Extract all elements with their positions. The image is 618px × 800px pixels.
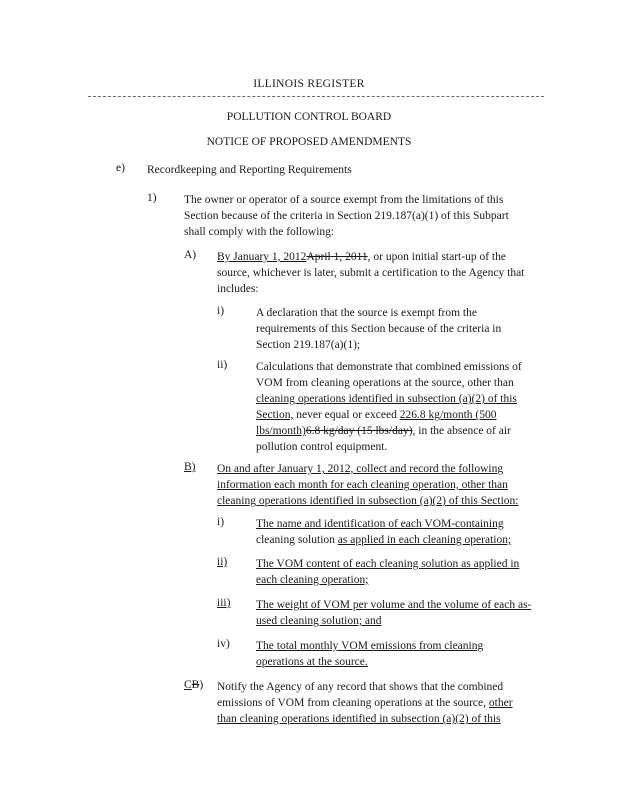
- inserted-text: By January 1, 2012: [217, 251, 307, 263]
- para-B-line: information each month for each cleaning operation, other than: [217, 479, 508, 491]
- plain-text: ): [199, 679, 204, 691]
- para-B-i-line: The name and identification of each VOM-containing: [256, 518, 504, 530]
- plain-text: VOM emissions from cleaning: [338, 640, 484, 652]
- section-e-label: e): [116, 162, 125, 174]
- inserted-text: lbs/month): [256, 425, 306, 437]
- para-B-ii-line: each cleaning operation;: [256, 574, 369, 586]
- inserted-text: 226.8 kg/month (500: [399, 409, 497, 421]
- para-C-line: Notify the Agency of any record that shows that the combined: [217, 681, 504, 693]
- para-B-i-label: i): [217, 516, 225, 528]
- para-1-line: Section because of the criteria in Section 219.187(a)(1) of this Subpart: [184, 210, 509, 222]
- para-B-i-line: [256, 532, 511, 548]
- plain-text: The total: [256, 640, 301, 652]
- para-A-ii-text: [256, 359, 522, 455]
- inserted-text: as applied in each cleaning operation;: [337, 534, 512, 546]
- para-A-ii-line: Calculations that demonstrate that combined emissions of: [256, 361, 522, 373]
- para-A-ii-line: [256, 407, 522, 423]
- notice-title: NOTICE OF PROPOSED AMENDMENTS: [206, 136, 412, 148]
- inserted-text: other: [488, 697, 513, 709]
- plain-text: , in the absence of air: [412, 425, 511, 437]
- para-B-iv-line: [256, 638, 483, 654]
- para-A-i-line: requirements of this Section because of the criteria in: [256, 323, 502, 335]
- para-1-line: shall comply with the following:: [184, 226, 335, 238]
- para-B-iii-label: iii): [217, 597, 231, 609]
- para-A-line: [217, 249, 524, 265]
- plain-text: cleaning solution: [256, 534, 338, 546]
- para-C-label: [184, 679, 203, 691]
- para-A-ii-line: pollution control equipment.: [256, 441, 388, 453]
- para-B-iv-label: iv): [217, 638, 230, 650]
- para-1-label: 1): [147, 192, 157, 204]
- deleted-text: 6.8 kg/day (15 lbs/day): [305, 425, 413, 437]
- para-A-ii-line: [256, 423, 522, 439]
- para-B-ii-text: [256, 556, 519, 588]
- para-B-ii-label: ii): [217, 556, 228, 568]
- para-A-line: includes:: [217, 283, 259, 295]
- header-rule: [88, 96, 544, 97]
- para-A-ii-line: cleaning operations identified in subsection (a)(2) of this: [256, 393, 517, 405]
- plain-text: , or upon initial start-up of the: [367, 251, 506, 263]
- para-B-label: B): [184, 461, 196, 473]
- para-B-ii-line: The VOM content of each cleaning solution as applied in: [256, 558, 520, 570]
- para-A-i-line: Section 219.187(a)(1);: [256, 339, 361, 351]
- para-B-iv-text: [256, 638, 483, 670]
- para-1-text: [184, 192, 509, 240]
- plain-text: emissions of VOM from cleaning operations at the source,: [217, 697, 489, 709]
- para-B-line: cleaning operations identified in subsection (a)(2) of this Section:: [217, 495, 519, 507]
- para-B-text: [217, 461, 518, 509]
- inserted-text: C: [184, 679, 192, 691]
- para-B-iv-line: operations at the source.: [256, 656, 368, 668]
- para-A-label: A): [184, 249, 197, 261]
- para-B-line: On and after January 1, 2012, collect and record the following: [217, 463, 504, 475]
- para-B-iii-text: [256, 597, 531, 629]
- para-A-i-text: [256, 305, 501, 353]
- para-B-iii-line: The weight of VOM per volume and the volume of each as-: [256, 599, 532, 611]
- para-C-line: [217, 695, 513, 711]
- para-B-iii-line: used cleaning solution; and: [256, 615, 382, 627]
- para-B-i-text: [256, 516, 511, 548]
- para-A-text: [217, 249, 524, 297]
- board-title: POLLUTION CONTROL BOARD: [226, 111, 392, 123]
- plain-text: never equal or exceed: [293, 409, 400, 421]
- para-A-ii-label: ii): [217, 359, 228, 371]
- deleted-text: B: [191, 679, 200, 691]
- register-title: ILLINOIS REGISTER: [253, 78, 365, 90]
- para-A-i-line: A declaration that the source is exempt from the: [256, 307, 477, 319]
- para-A-i-label: i): [217, 305, 225, 317]
- para-A-line: source, whichever is later, submit a certification to the Agency that: [217, 267, 525, 279]
- para-1-line: The owner or operator of a source exempt from the limitations of this: [184, 194, 504, 206]
- inserted-text: Section,: [256, 409, 294, 421]
- section-e-title: Recordkeeping and Reporting Requirements: [147, 164, 352, 176]
- para-C-line: than cleaning operations identified in subsection (a)(2) of this: [217, 713, 501, 725]
- para-A-ii-line: VOM from cleaning operations at the source, other than: [256, 377, 514, 389]
- inserted-text: monthly: [300, 640, 339, 652]
- deleted-text: April 1, 2011: [306, 251, 368, 263]
- para-C-text: [217, 679, 513, 727]
